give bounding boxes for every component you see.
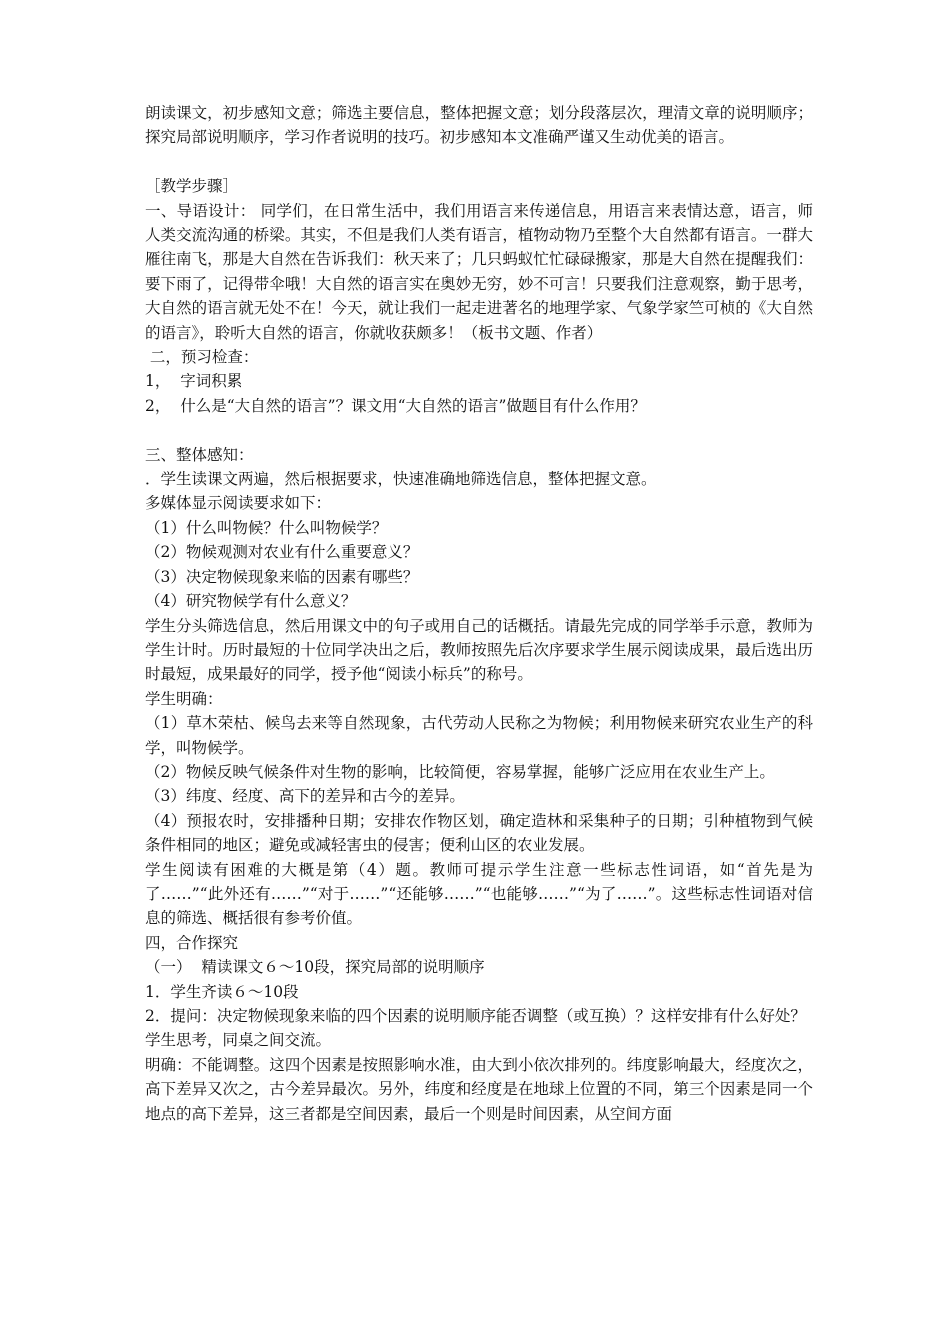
cooperation-subheading: （一） 精读课文６～10段，探究局部的说明顺序	[145, 958, 485, 977]
cooperation-answer: 明确：不能调整。这四个因素是按照影响水准，由大到小依次排列的。纬度影响最大，经度次之，高下差异又次之，古今差异最次。另外，纬度和经度是在地球上位置的不同，第三个因素是同一个地点的高下差异，这三者都是空间因素，最后一个则是时间因素，从空间方面	[145, 1055, 813, 1123]
answer-3: （3）纬度、经度、高下的差异和古今的差异。	[145, 787, 465, 806]
overall-instruction: ．学生读课文两遍，然后根据要求，快速准确地筛选信息，整体把握文意。	[145, 470, 657, 489]
preview-item-2: 2， 什么是“大自然的语言”？课文用“大自然的语言”做题目有什么作用？	[145, 396, 646, 415]
question-2: （2）物候观测对农业有什么重要意义？	[145, 543, 419, 562]
answer-1: （1）草木荣枯、候鸟去来等自然现象，古代劳动人民称之为物候；利用物候来研究农业生产的科学，叫物候学。	[145, 714, 813, 757]
preview-heading: 二，预习检查：	[145, 348, 259, 367]
overall-heading: 三、整体感知：	[145, 445, 254, 464]
document-page	[145, 101, 813, 1126]
intro-paragraph: 一、导语设计： 同学们，在日常生活中，我们用语言来传递信息，用语言来表情达意，语言，师人类交流沟通的桥梁。其实，不但是我们人类有语言，植物动物乃至整个大自然都有语言。一群大雁往南飞，那是大自然在告诉我们：秋天来了；几只蚂蚁忙忙碌碌搬家，那是大自然在提醒我们：要下雨了，记得带伞哦！大自然的语言实在奥妙无穷，妙不可言！只要我们注意观察，勤于思考，大自然的语言就无处不在！今天，就让我们一起走进著名的地理学家、气象学家竺可桢的《大自然的语言》，聆听大自然的语言，你就收获颇多！（板书文题、作者）	[145, 201, 813, 342]
cooperation-step-3: 学生思考，同桌之间交流。	[145, 1031, 332, 1050]
clarify-heading: 学生明确：	[145, 689, 223, 708]
answer-4: （4）预报农时，安排播种日期；安排农作物区划，确定造林和采集种子的日期；引种植物到气候条件相同的地区；避免或减轻害虫的侵害；便利山区的农业发展。	[145, 811, 813, 855]
difficulty-paragraph: 学生阅读有困难的大概是第（4）题。教师可提示学生注意一些标志性词语，如“首先是为了……”“此外还有……”“对于……”“还能够……”“也能够……”“为了……”。这些标志性词语对信息的筛选、概括很有参考价值。	[145, 860, 813, 928]
overall-display: 多媒体显示阅读要求如下：	[145, 494, 332, 513]
answer-2: （2）物候反映气候条件对生物的影响，比较简便，容易掌握，能够广泛应用在农业生产上。	[145, 762, 775, 781]
cooperation-step-2: 2．提问：决定物候现象来临的四个因素的说明顺序能否调整（或互换）？这样安排有什么好处？	[145, 1007, 806, 1025]
preview-item-1: 1， 字词积累	[145, 372, 243, 391]
spacer	[145, 150, 813, 174]
question-1: （1）什么叫物候？什么叫物候学？	[145, 518, 388, 537]
question-3: （3）决定物候现象来临的因素有哪些？	[145, 567, 419, 586]
objectives-paragraph: 朗读课文，初步感知文意；筛选主要信息，整体把握文意；划分段落层次，理清文章的说明顺序；探究局部说明顺序，学习作者说明的技巧。初步感知本文准确严谨又生动优美的语言。	[145, 104, 813, 147]
activity-paragraph: 学生分头筛选信息，然后用课文中的句子或用自己的话概括。请最先完成的同学举手示意，教师为学生计时。历时最短的十位同学决出之后，教师按照先后次序要求学生展示阅读成果，最后选出历时最短，成果最好的同学，授予他“阅读小标兵”的称号。	[145, 616, 813, 684]
question-4: （4）研究物候学有什么意义？	[145, 592, 357, 611]
cooperation-heading: 四，合作探究	[145, 933, 239, 952]
steps-heading: ［教学步骤］	[145, 177, 239, 196]
cooperation-step-1: 1．学生齐读６～10段	[145, 982, 299, 1001]
spacer	[145, 418, 813, 442]
